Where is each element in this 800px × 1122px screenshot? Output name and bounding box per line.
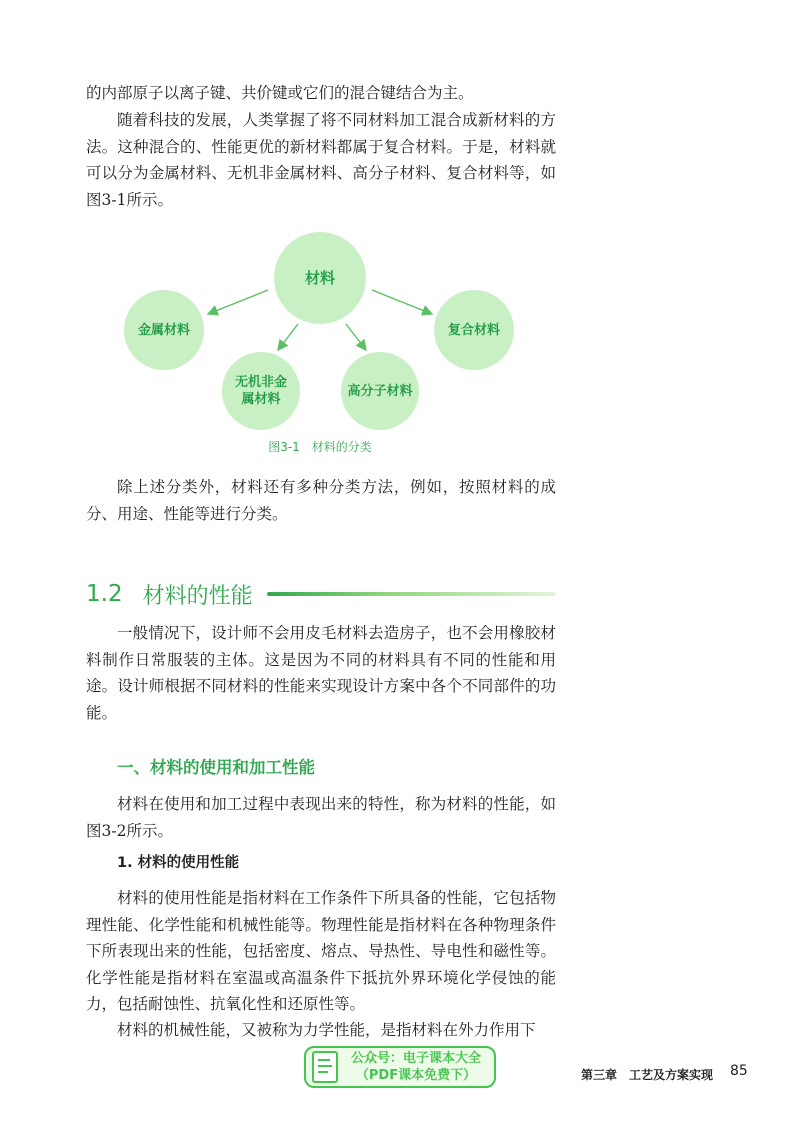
arrow-to-composite xyxy=(372,290,432,314)
body-paragraph-2: 随着科技的发展，人类掌握了将不同材料加工混合成新材料的方法。这种混合的、性能更优的新材料都属于复合材料。于是，材料就可以分为金属材料、无机非金属材料、高分子材料、复合材料等，如图3-1所示。 xyxy=(86,111,556,209)
arrow-to-inorganic xyxy=(278,324,298,350)
node-metal-materials xyxy=(124,290,204,370)
node-inorganic-nonmetal-materials xyxy=(222,352,300,430)
section-title: 材料的性能 xyxy=(142,583,253,609)
body-paragraph-7: 材料的机械性能，又被称为力学性能，是指材料在外力作用下 xyxy=(117,1021,536,1039)
watermark-line1: 公众号：电子课本大全 xyxy=(350,1051,481,1066)
footer-chapter-title: 第三章 工艺及方案实现 xyxy=(581,1068,714,1082)
section-rule xyxy=(267,592,556,596)
node-materials xyxy=(274,232,366,324)
page-number: 85 xyxy=(730,1063,748,1079)
node-polymer-materials xyxy=(341,352,419,430)
node-polymer-materials-label: 高分子材料 xyxy=(347,383,413,399)
section-heading xyxy=(86,578,556,610)
section-number: 1.2 xyxy=(86,581,123,607)
figure-caption: 图3-1 材料的分类 xyxy=(268,440,372,454)
arrow-to-metal xyxy=(208,290,268,314)
body-paragraph-1: 的内部原子以离子键、共价键或它们的混合键结合为主。 xyxy=(86,84,474,102)
body-paragraph-5: 材料在使用和加工过程中表现出来的特性，称为材料的性能，如图3-2所示。 xyxy=(86,795,556,840)
body-paragraph-6: 材料的使用性能是指材料在工作条件下所具备的性能，它包括物理性能、化学性能和机械性能等。物理性能是指材料在各种物理条件下所表现出来的性能，包括密度、熔点、导热性、导电性和磁性等。化学性能是指材料在室温或高温条件下抵抗外界环境化学侵蚀的能力，包括耐蚀性、抗氧化性和还原性等。 xyxy=(86,889,556,1013)
node-inorganic-label-line2: 属材料 xyxy=(241,392,281,407)
node-metal-materials-label: 金属材料 xyxy=(137,322,190,338)
node-composite-materials-label: 复合材料 xyxy=(447,322,500,338)
book-icon xyxy=(312,1051,338,1083)
sub-heading: 一、材料的使用和加工性能 xyxy=(117,758,315,777)
node-composite-materials xyxy=(434,290,514,370)
watermark-badge xyxy=(304,1046,496,1088)
watermark-text xyxy=(338,1050,494,1084)
node-materials-label: 材料 xyxy=(304,268,335,287)
body-paragraph-4: 一般情况下，设计师不会用皮毛材料去造房子，也不会用橡胶材料制作日常服装的主体。这是因为不同的材料具有不同的性能和用途。设计师根据不同材料的性能来实现设计方案中各个不同部件的功能。 xyxy=(86,624,556,722)
material-classification-diagram xyxy=(120,228,520,428)
node-inorganic-label-line1: 无机非金 xyxy=(234,375,287,390)
watermark-line2: （PDF课本免费下） xyxy=(355,1068,477,1083)
arrow-to-polymer xyxy=(346,324,366,350)
subsub-heading: 1. 材料的使用性能 xyxy=(117,855,240,871)
body-paragraph-3: 除上述分类外，材料还有多种分类方法，例如，按照材料的成分、用途、性能等进行分类。 xyxy=(86,478,556,523)
